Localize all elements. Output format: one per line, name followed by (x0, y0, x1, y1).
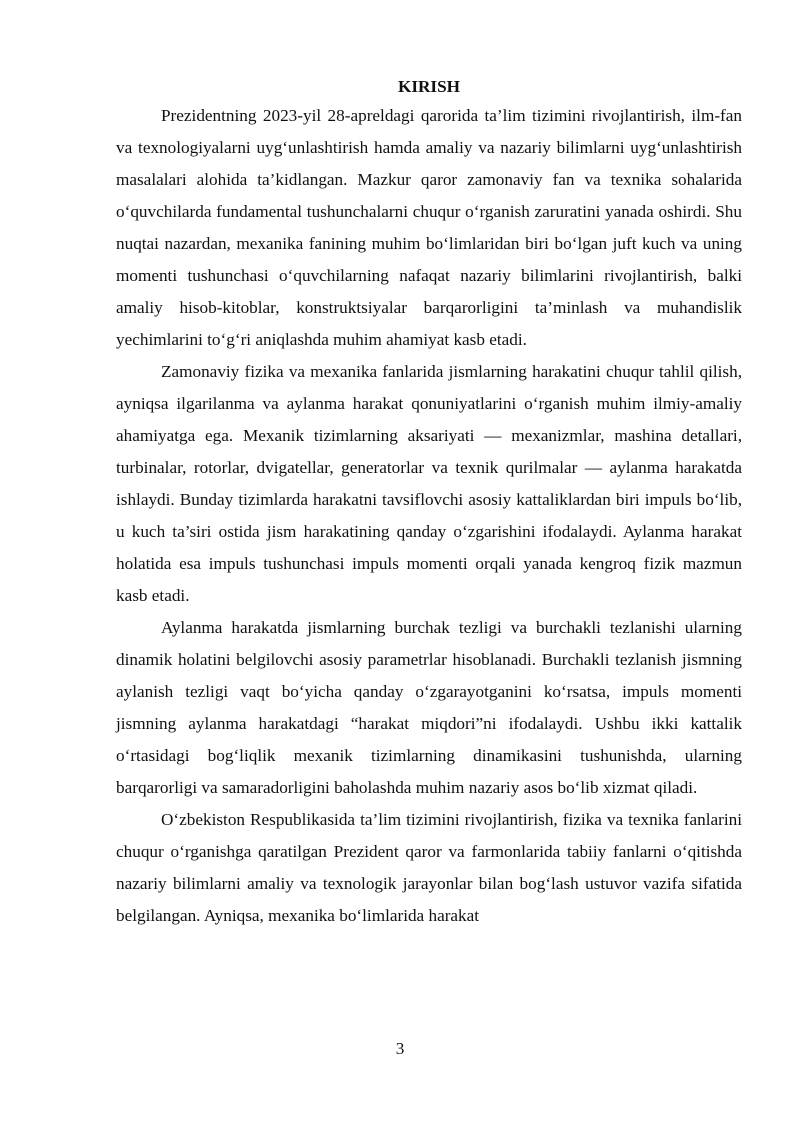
page-content (116, 77, 742, 932)
paragraph-3: Aylanma harakatda jismlarning burchak tezligi va burchakli tezlanishi ularning dinamik holatini belgilovchi asosiy parametrlar hisoblanadi. Burchakli tezlanish jismning aylanish tezligi vaqt bo‘yicha qanday o‘zgarayotganini ko‘rsatsa, impuls momenti jismning aylanma harakatdagi “harakat miqdori”ni ifodalaydi. Ushbu ikki kattalik o‘rtasidagi bog‘liqlik mexanik tizimlarning dinamikasini tushunishda, ularning barqarorligi va samaradorligini baholashda muhim nazariy asos bo‘lib xizmat qiladi. (116, 618, 742, 797)
page-number: 3 (395, 1039, 405, 1058)
paragraph-1: Prezidentning 2023-yil 28-apreldagi qarorida ta’lim tizimini rivojlantirish, ilm-fan va texnologiyalarni uyg‘unlashtirish hamda amaliy va nazariy bilimlarni uyg‘unlashtirish masalalari alohida ta’kidlangan. Mazkur qaror zamonaviy fan va texnika sohalarida o‘quvchilarda fundamental tushunchalarni chuqur o‘rganish zaruratini yanada oshirdi. Shu nuqtai nazardan, mexanika fanining muhim bo‘limlaridan biri bo‘lgan juft kuch va uning momenti tushunchasi o‘quvchilarning nafaqat nazariy bilimlarini rivojlantirish, balki amaliy hisob-kitoblar, konstruktsiyalar barqarorligini ta’minlash va muhandislik yechimlarini to‘g‘ri aniqlashda muhim ahamiyat kasb etadi. (116, 106, 742, 349)
section-title: KIRISH (397, 77, 461, 96)
paragraph-2: Zamonaviy fizika va mexanika fanlarida jismlarning harakatini chuqur tahlil qilish, ayniqsa ilgarilanma va aylanma harakat qonuniyatlarini o‘rganish muhim ilmiy-amaliy ahamiyatga ega. Mexanik tizimlarning aksariyati — mexanizmlar, mashina detallari, turbinalar, rotorlar, dvigatellar, generatorlar va texnik qurilmalar — aylanma harakatda ishlaydi. Bunday tizimlarda harakatni tavsiflovchi asosiy kattaliklardan biri impuls bo‘lib, u kuch ta’siri ostida jism harakatining qanday o‘zgarishini ifodalaydi. Aylanma harakat holatida esa impuls tushunchasi impuls momenti orqali yanada kengroq fizik mazmun kasb etadi. (116, 362, 742, 605)
paragraph-4: O‘zbekiston Respublikasida ta’lim tizimini rivojlantirish, fizika va texnika fanlarini chuqur o‘rganishga qaratilgan Prezident qaror va farmonlarida tabiiy fanlarni o‘qitishda nazariy bilimlarni amaliy va texnologik jarayonlar bilan bog‘lash ustuvor vazifa sifatida belgilangan. Ayniqsa, mexanika bo‘limlarida harakat (116, 810, 742, 925)
